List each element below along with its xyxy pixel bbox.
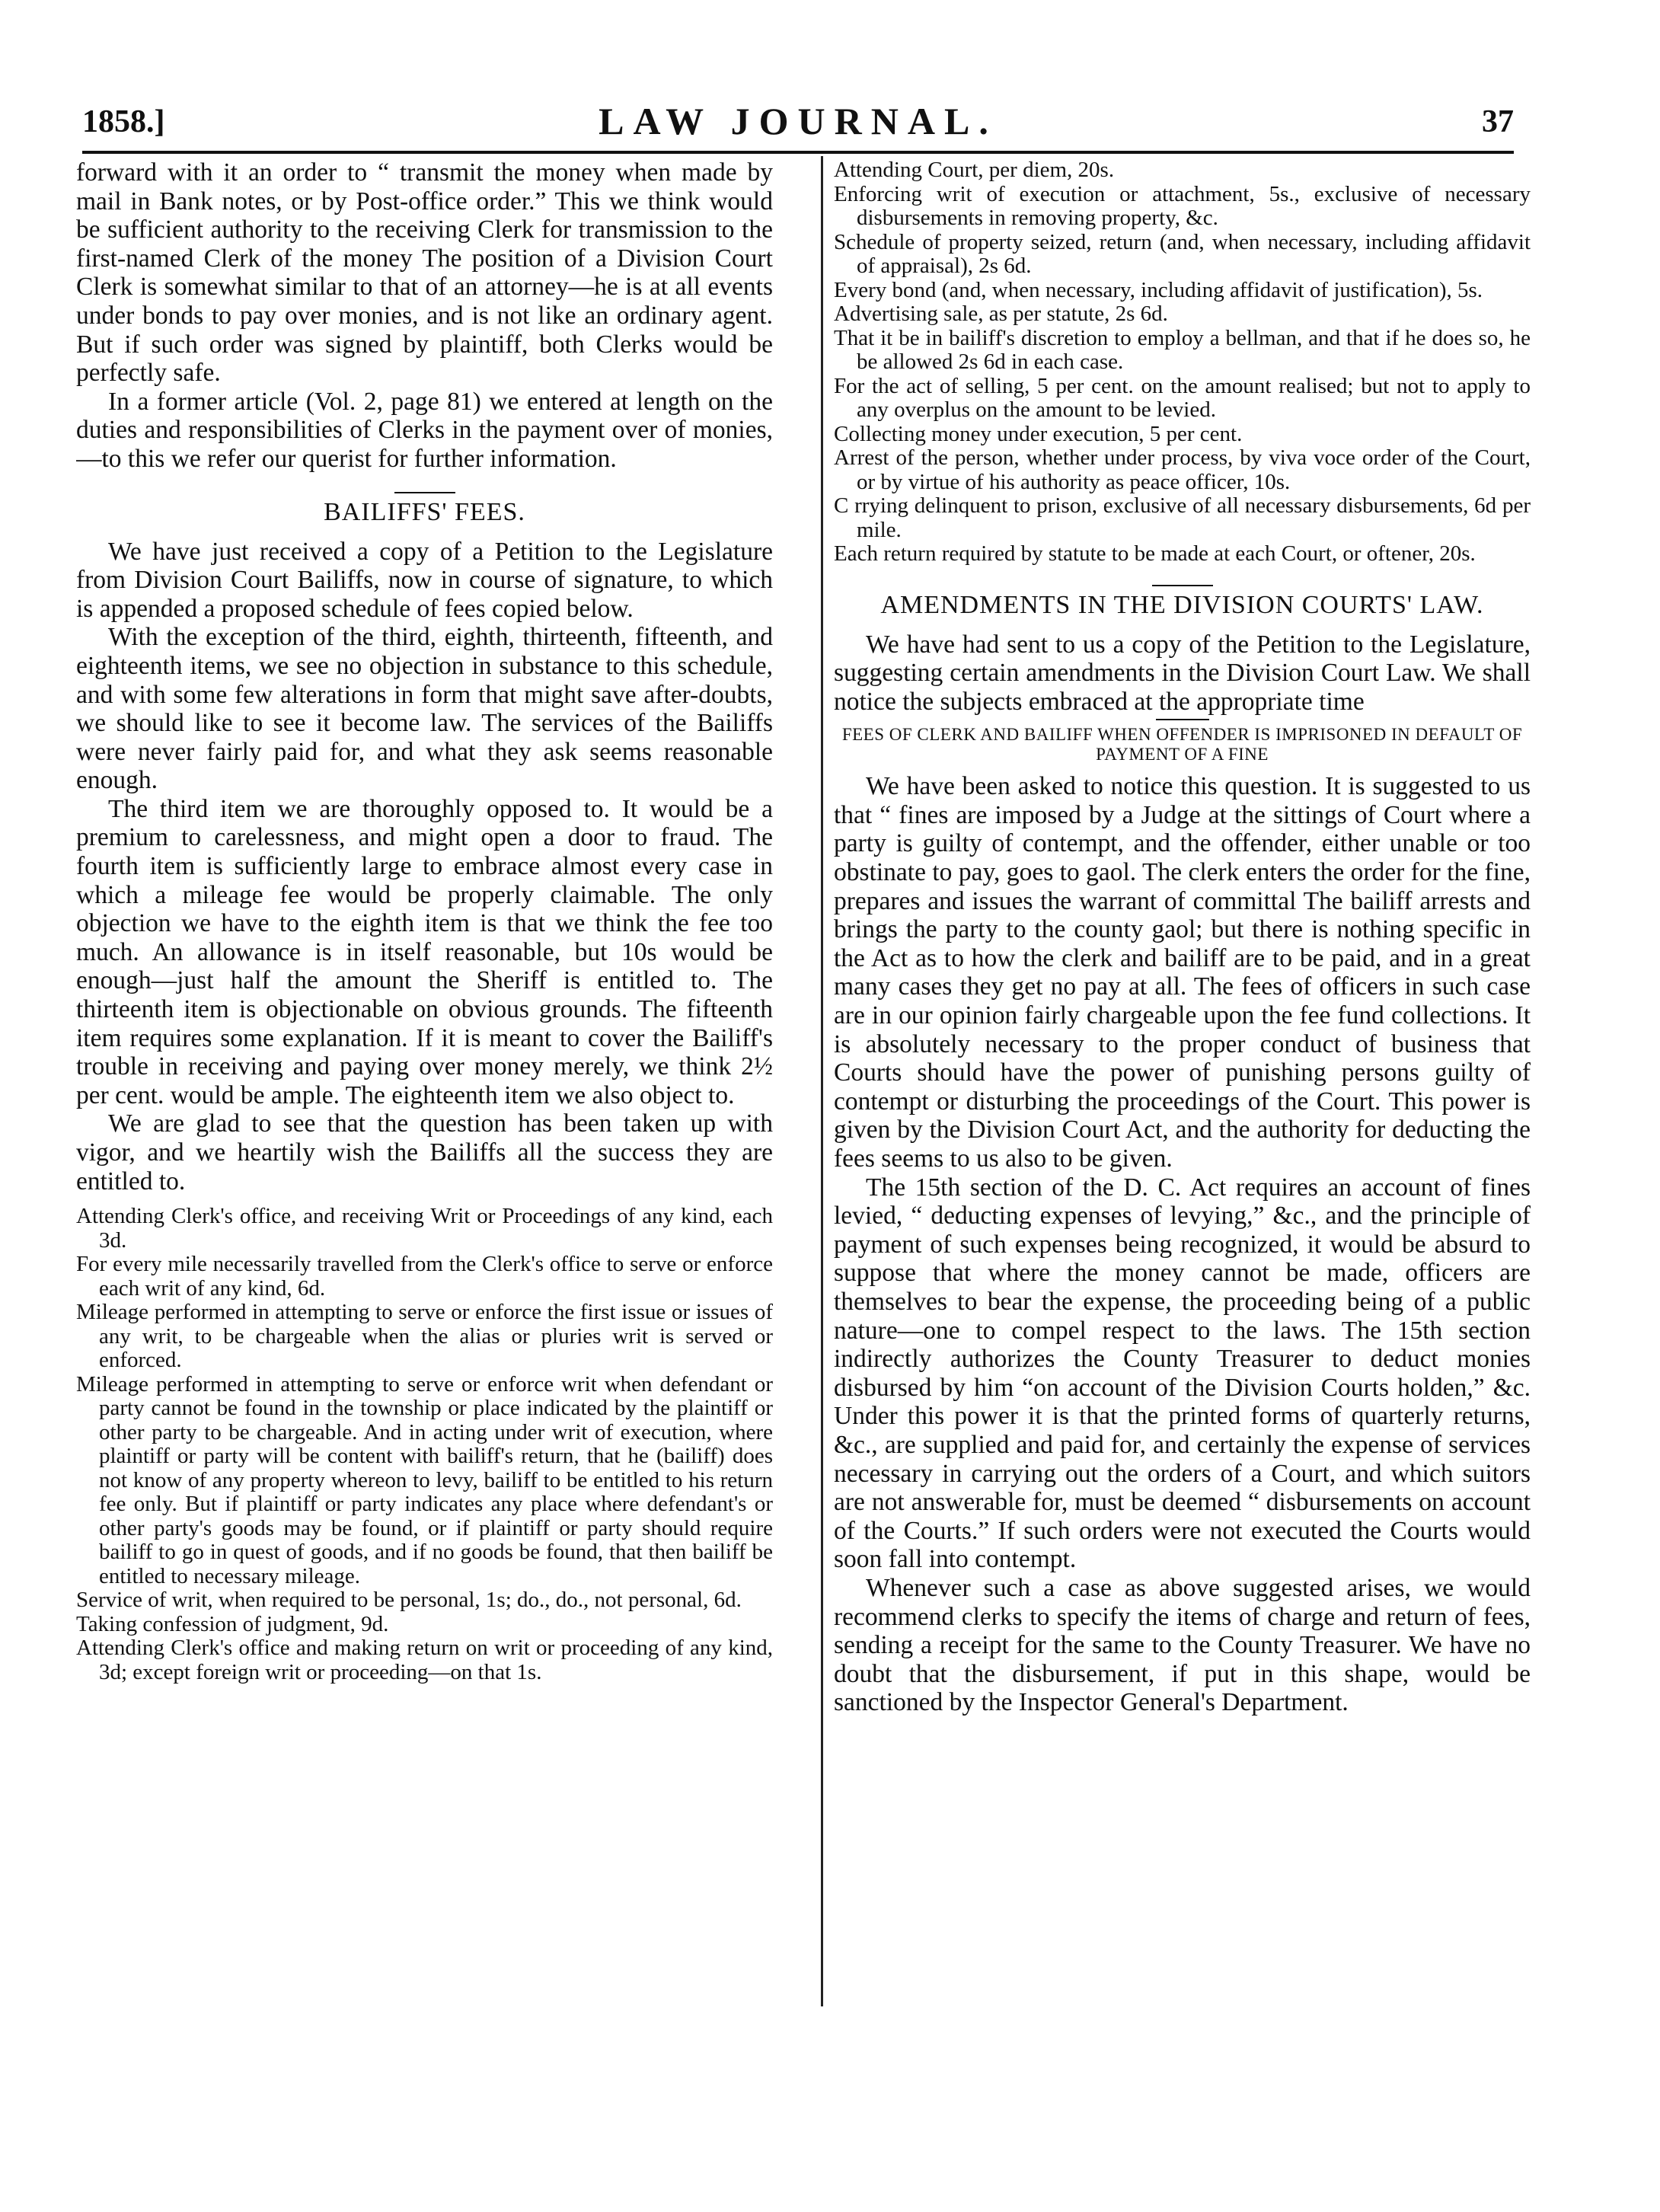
schedule-item: Attending Court, per diem, 20s. (834, 158, 1115, 182)
right-column (834, 158, 1531, 1717)
paragraph: The 15th section of the D. C. Act requires an account of fines levied, “ deducting expenses of levying,” &c., and the principle of payment of such expenses being recognized, it would be absurd to suppose that where the money cannot be made, officers are themselves to bear the expense, the proceeding being of a public nature—one to compel respect to the laws. The 15th section indirectly authorizes the County Treasurer to deduct monies disbursed by him “on account of the Division Courts holden,” &c. Under this power it is that the printed forms of quarterly returns, &c., are supplied and paid for, and certainly the expense of services necessary in carrying out the orders of a Court, and which suitors are not answerable for, must be deemed “ disbursements on account of the Courts.” If such orders were not executed the Courts would soon fall into contempt. (834, 1173, 1531, 1574)
heading-rule (1152, 585, 1213, 586)
header-year: 1858.] (82, 104, 165, 139)
paragraph: The third item we are thoroughly opposed to. It would be a premium to carelessness, and might open a door to fraud. The fourth item is sufficiently large to embrace almost every case in which a mileage fee would be properly claimable. The only objection we have to the eighth item is that we think the fee too much. An allowance is in itself reasonable, but 10s would be enough—just half the amount the Sheriff is entitled to. The thirteenth item is objectionable on obvious grounds. The fifteenth item requires some explanation. If it is meant to cover the Bailiff's trouble in receiving and paying over money merely, we think 2½ per cent. would be ample. The eighteenth item we also object to. (76, 794, 773, 1109)
schedule-item: Taking confession of judgment, 9d. (76, 1611, 389, 1636)
subheading-rule (1156, 719, 1209, 720)
schedule-item: Attending Clerk's office, and receiving Writ or Proceedings of any kind, each 3d. (76, 1204, 773, 1253)
schedule-item: Every bond (and, when necessary, including affidavit of justification), 5s. (834, 277, 1483, 302)
paragraph: With the exception of the third, eighth, thirteenth, fifteenth, and eighteenth items, we see no objection in substance to this schedule, and with some few alterations in form that might save after-doubts, we should like to see it become law. The services of the Bailiffs were never fairly paid for, and what they ask seems reasonable enough. (76, 623, 773, 795)
schedule-item: Mileage performed in attempting to serve or enforce the first issue or issues of any writ, to be chargeable when the alias or pluries writ is served or enforced. (76, 1300, 773, 1373)
paragraph: Whenever such a case as above suggested arises, we would recommend clerks to specify the items of charge and return of fees, sending a receipt for the same to the County Treasurer. We have no doubt that the disbursement, if put in this shape, would be sanctioned by the Inspector General's Department. (834, 1573, 1531, 1717)
schedule-item: Attending Clerk's office and making return on writ or proceeding of any kind, 3d; except foreign writ or proceeding—on that 1s. (76, 1636, 773, 1684)
schedule-item: For every mile necessarily travelled from the Clerk's office to serve or enforce each writ of any kind, 6d. (76, 1252, 773, 1301)
schedule-item: Service of writ, when required to be personal, 1s; do., do., not personal, 6d. (76, 1588, 742, 1613)
heading-text: AMENDMENTS IN THE DIVISION COURTS' LAW. (880, 590, 1484, 619)
schedule-item: Arrest of the person, whether under process, by viva voce order of the Court, or by virtue of his authority as peace officer, 10s. (834, 445, 1531, 494)
heading-text: BAILIFFS' FEES. (324, 497, 525, 526)
schedule-item: Mileage performed in attempting to serve or enforce writ when defendant or party cannot be found in the township or place indicated by the plaintiff or other party to be chargeable. And in acting under writ of execution, where plaintiff or party will be content with bailiff's return, that he (bailiff) does not know of any property whereon to levy, bailiff to be entitled to his return fee only. But if plaintiff or party indicates any place where defendant's or other party's goods may be found, or if plaintiff or party should require bailiff to go in quest of goods, and if no goods be found, that then bailiff be entitled to necessary mileage. (76, 1371, 773, 1588)
journal-title: LAW JOURNAL. (599, 100, 998, 142)
schedule-item: Enforcing writ of execution or attachment, 5s., exclusive of necessary disbursements in removing property, &c. (834, 181, 1531, 230)
schedule-item: Collecting money under execution, 5 per cent. (834, 421, 1243, 446)
left-column (76, 158, 773, 1684)
schedule-item: Advertising sale, as per statute, 2s 6d. (834, 302, 1168, 326)
running-header (82, 99, 1514, 145)
schedule-item: C rrying delinquent to prison, exclusive of all necessary disbursements, 6d per mile. (834, 493, 1531, 542)
column-divider (821, 156, 823, 2006)
heading-rule (394, 492, 455, 493)
paragraph: We have just received a copy of a Petition to the Legislature from Division Court Bailiffs, now in course of signature, to which is appended a proposed schedule of fees copied below. (76, 537, 773, 623)
schedule-item: For the act of selling, 5 per cent. on the amount realised; but not to apply to any overplus on the amount to be levied. (834, 373, 1531, 422)
fees-subheading (834, 719, 1531, 764)
schedule-item: Each return required by statute to be made at each Court, or oftener, 20s. (834, 541, 1476, 566)
paragraph: We have had sent to us a copy of the Petition to the Legislature, suggesting certain amendments in the Division Court Law. We shall notice the subjects embraced at the appropriate time (834, 630, 1531, 716)
schedule-item: Schedule of property seized, return (and, when necessary, including affidavit of appraisal), 2s 6d. (834, 229, 1531, 278)
paragraph: We are glad to see that the question has been taken up with vigor, and we heartily wish the Bailiffs all the success they are entitled to. (76, 1109, 773, 1195)
header-rule (82, 151, 1514, 154)
subheading-text: FEES OF CLERK AND BAILIFF WHEN OFFENDER IS IMPRISONED IN DEFAULT OF PAYMENT OF A FINE (841, 725, 1523, 764)
paragraph: We have been asked to notice this question. It is suggested to us that “ fines are imposed by a Judge at the sittings of Court where a party is guilty of contempt, and the offender, either unable or too obstinate to pay, goes to gaol. The clerk enters the order for the fine, prepares and issues the warrant of committal The bailiff arrests and brings the party to the county gaol; but there is nothing specific in the Act as to how the clerk and bailiff are to be paid, and in a great many cases they get no pay at all. The fees of officers in such case are in our opinion fairly chargeable upon the fee fund collections. It is absolutely necessary to the proper conduct of business that Courts should have the power of punishing persons guilty of contempt or disturbing the proceedings of the Court. This power is given by the Division Court Act, and the authority for deducting the fees seems to us also to be given. (834, 772, 1531, 1173)
intro-paragraph: forward with it an order to “ transmit the money when made by mail in Bank notes, or by Post-office order.” This we think would be sufficient authority to the receiving Clerk for transmission to the first-named Clerk of the money The position of a Division Court Clerk is somewhat similar to that of an attorney—he is at all events under bonds to pay over monies, and is not like an ordinary agent. But if such order was signed by plaintiff, both Clerks would be perfectly safe. (76, 158, 773, 388)
former-article-paragraph: In a former article (Vol. 2, page 81) we entered at length on the duties and responsibilities of Clerks in the payment over of monies,—to this we refer our querist for further information. (76, 387, 773, 473)
amendments-heading (834, 585, 1531, 620)
bailiffs-fees-heading (76, 492, 773, 527)
schedule-item: That it be in bailiff's discretion to employ a bellman, and that if he does so, he be allowed 2s 6d in each case. (834, 325, 1531, 374)
page-number: 37 (1482, 104, 1514, 139)
